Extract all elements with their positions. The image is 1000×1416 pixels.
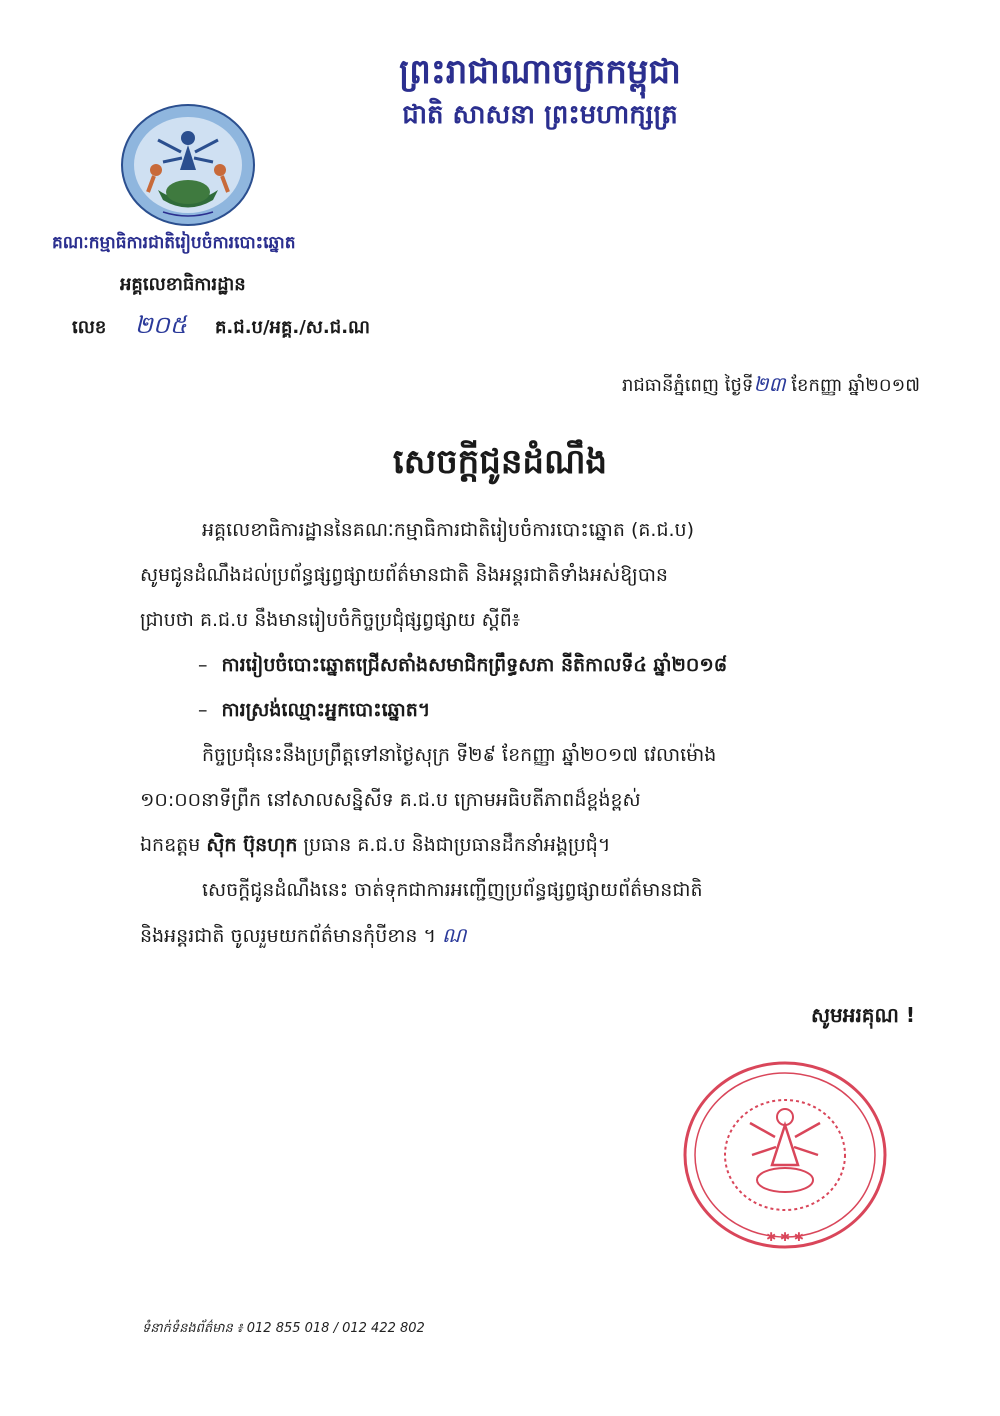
document-title: សេចក្តីជូនដំណឹង	[392, 442, 608, 482]
nec-logo	[118, 100, 258, 230]
body-line: ជ្រាបថា គ.ជ.ប នឹងមានរៀបចំកិច្ចប្រជុំផ្សព្វផ្សាយ ស្តីពី៖	[140, 609, 521, 631]
svg-text:✱ ✱ ✱: ✱ ✱ ✱	[766, 1230, 804, 1244]
body-line: កិច្ចប្រជុំនេះនឹងប្រព្រឹត្តទៅនាថ្ងៃសុក្រ ទី២៩ ខែកញ្ញា ឆ្នាំ២០១៧ វេលាម៉ោង	[202, 744, 717, 766]
body-line	[140, 823, 915, 868]
body-line: សូមជូនដំណឹងដល់ប្រព័ន្ធផ្សព្វផ្សាយព័ត៌មានជាតិ និងអន្តរជាតិទាំងអស់ឱ្យបាន	[140, 564, 668, 586]
handwritten-initial: ណ	[441, 923, 467, 947]
date-prefix: រាជធានីភ្នំពេញ ថ្ងៃទី	[621, 375, 754, 396]
body-line: សេចក្តីជូនដំណឹងនេះ ចាត់ទុកជាការអញ្ជើញប្រព័ន្ធផ្សព្វផ្សាយព័ត៌មានជាតិ	[202, 879, 703, 901]
agenda-item-text: ការស្រង់ឈ្មោះអ្នកបោះឆ្នោត។	[221, 699, 431, 721]
body-line: ១០:០០នាទីព្រឹក នៅសាលសន្និសីទ គ.ជ.ប ក្រោមអធិបតីភាពដ៏ខ្ពង់ខ្ពស់	[140, 789, 641, 811]
notice-body	[140, 508, 915, 959]
agenda-item-text: ការរៀបចំបោះឆ្នោតជ្រើសតាំងសមាជិកព្រឹទ្ធសភា នីតិកាលទី៤ ឆ្នាំ២០១៨	[221, 654, 728, 676]
reference-code: គ.ជ.ប/អគ្គ./ស.ជ.ណ	[215, 317, 371, 338]
date-day: ២៣	[753, 372, 786, 396]
national-motto: ជាតិ សាសនា ព្រះមហាក្សត្រ	[402, 100, 678, 130]
president-name: ស៊ិក ប៊ុនហុក	[206, 834, 298, 856]
bullet-dash: –	[198, 699, 208, 721]
date-line	[515, 370, 920, 400]
agenda-item	[140, 643, 915, 688]
reference-label: លេខ	[72, 317, 107, 338]
organization-name: គណៈកម្មាធិការជាតិរៀបចំការបោះឆ្នោត	[52, 233, 296, 253]
official-seal-stamp	[680, 1055, 890, 1255]
contact-info: ទំនាក់ទំនងព័ត៌មាន ៖ 012 855 018 / 012 422 802	[142, 1321, 425, 1336]
bullet-dash: –	[198, 654, 208, 676]
closing-thanks: សូមអរគុណ !	[811, 1003, 915, 1027]
reference-line	[72, 312, 370, 341]
body-line	[140, 913, 915, 959]
body-text: ឯកឧត្តម	[140, 834, 207, 856]
body-text: ប្រធាន គ.ជ.ប និងជាប្រធានដឹកនាំអង្គប្រជុំ។	[297, 834, 611, 856]
agenda-item	[140, 688, 915, 733]
body-line: អគ្គលេខាធិការដ្ឋាននៃគណៈកម្មាធិការជាតិរៀបចំការបោះឆ្នោត (គ.ជ.ប)	[202, 519, 695, 541]
date-suffix: ខែកញ្ញា ឆ្នាំ២០១៧	[785, 375, 920, 396]
kingdom-heading: ព្រះរាជាណាចក្រកម្ពុជា	[399, 52, 681, 92]
reference-number: ២០៥	[134, 311, 187, 339]
department-name: អគ្គលេខាធិការដ្ឋាន	[120, 274, 246, 295]
body-text: និងអន្តរជាតិ ចូលរួមយកព័ត៌មានកុំបីខាន ។	[140, 925, 436, 947]
